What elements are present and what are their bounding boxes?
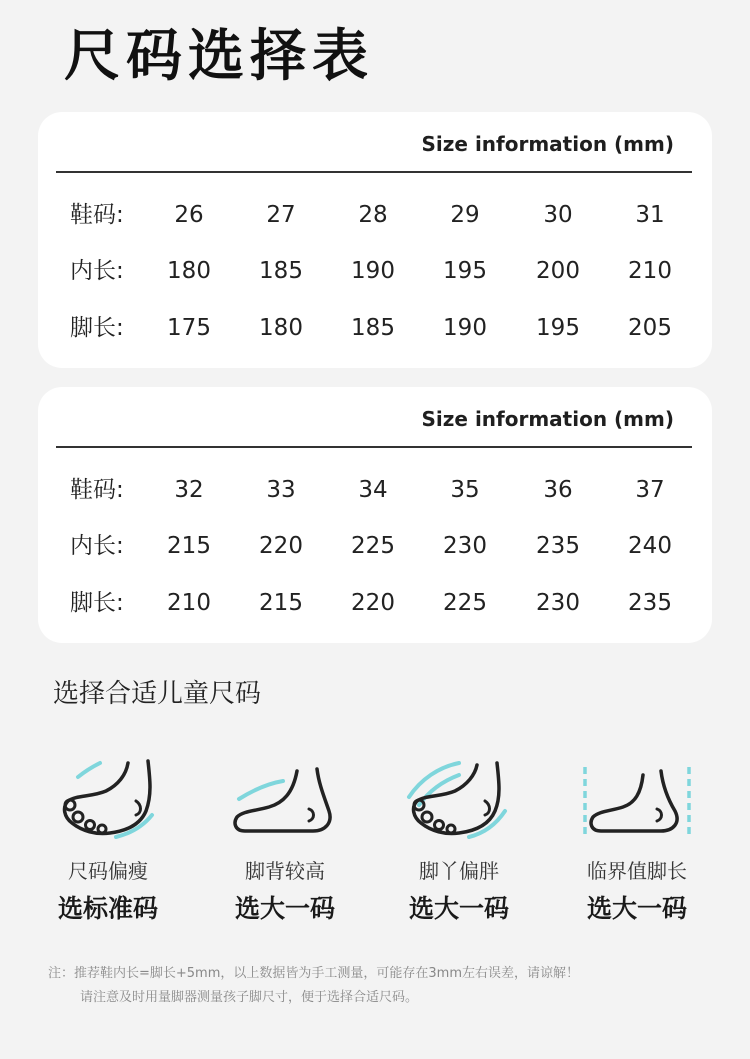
row-label: 鞋码: (70, 202, 124, 228)
table-cell: 200 (536, 258, 580, 284)
table-row-foot-length (38, 583, 712, 623)
table-header: Size information (mm) (421, 407, 674, 431)
high-instep-foot-icon (225, 755, 345, 843)
tip-advice-label: 选大一码 (408, 894, 509, 923)
table-row-inner-length (38, 526, 712, 566)
tip-case-label: 脚丫偏胖 (419, 859, 499, 883)
table-cell: 210 (167, 590, 211, 616)
table-cell: 195 (536, 315, 580, 341)
guide-title: 选择合适儿童尺码 (53, 679, 262, 709)
row-label: 鞋码: (70, 477, 124, 503)
tip-advice-label: 选大一码 (586, 894, 687, 923)
size-table-2 (38, 387, 712, 643)
row-label: 内长: (70, 533, 124, 559)
table-cell: 185 (351, 315, 395, 341)
table-cell: 225 (443, 590, 487, 616)
table-cell: 215 (167, 533, 211, 559)
tip-borderline-length (552, 755, 722, 935)
tip-case-label: 尺码偏瘦 (68, 859, 148, 883)
table-cell: 26 (174, 202, 204, 228)
narrow-foot-icon (48, 755, 168, 843)
table-cell: 28 (358, 202, 388, 228)
table-cell: 240 (628, 533, 672, 559)
table-cell: 235 (536, 533, 580, 559)
table-cell: 215 (259, 590, 303, 616)
tip-narrow-foot (23, 755, 193, 935)
table-cell: 220 (351, 590, 395, 616)
table-divider (56, 171, 692, 173)
table-row-inner-length (38, 251, 712, 291)
table-cell: 27 (266, 202, 296, 228)
borderline-length-foot-icon (577, 755, 697, 843)
tip-advice-label: 选大一码 (234, 894, 335, 923)
row-label: 脚长: (70, 315, 124, 341)
table-cell: 175 (167, 315, 211, 341)
table-cell: 195 (443, 258, 487, 284)
size-table-1 (38, 112, 712, 368)
table-cell: 33 (266, 477, 296, 503)
table-cell: 235 (628, 590, 672, 616)
table-cell: 180 (167, 258, 211, 284)
wide-foot-icon (399, 755, 519, 843)
table-cell: 230 (443, 533, 487, 559)
footnote-line: 请注意及时用量脚器测量孩子脚尺寸，便于选择合适尺码。 (80, 990, 419, 1005)
tip-wide-foot (374, 755, 544, 935)
table-cell: 31 (635, 202, 665, 228)
row-label: 脚长: (70, 590, 124, 616)
table-header: Size information (mm) (421, 132, 674, 156)
table-cell: 32 (174, 477, 204, 503)
tip-advice-label: 选标准码 (57, 894, 158, 923)
table-cell: 30 (543, 202, 573, 228)
table-cell: 35 (450, 477, 480, 503)
tip-high-instep (200, 755, 370, 935)
table-cell: 34 (358, 477, 388, 503)
table-cell: 190 (351, 258, 395, 284)
table-cell: 36 (543, 477, 573, 503)
table-cell: 180 (259, 315, 303, 341)
page-title: 尺码选择表 (64, 24, 374, 89)
row-label: 内长: (70, 258, 124, 284)
tip-case-label: 脚背较高 (245, 859, 325, 883)
footnote (48, 962, 708, 1010)
table-row-foot-length (38, 308, 712, 348)
table-cell: 29 (450, 202, 480, 228)
table-cell: 225 (351, 533, 395, 559)
table-row-shoe-size (38, 470, 712, 510)
table-cell: 37 (635, 477, 665, 503)
table-cell: 210 (628, 258, 672, 284)
tip-case-label: 临界值脚长 (587, 859, 687, 883)
table-cell: 220 (259, 533, 303, 559)
table-cell: 230 (536, 590, 580, 616)
table-cell: 190 (443, 315, 487, 341)
table-row-shoe-size (38, 195, 712, 235)
table-cell: 185 (259, 258, 303, 284)
table-cell: 205 (628, 315, 672, 341)
footnote-line: 注：推荐鞋内长=脚长+5mm，以上数据皆为手工测量，可能存在3mm左右误差，请谅解！ (48, 966, 579, 981)
table-divider (56, 446, 692, 448)
